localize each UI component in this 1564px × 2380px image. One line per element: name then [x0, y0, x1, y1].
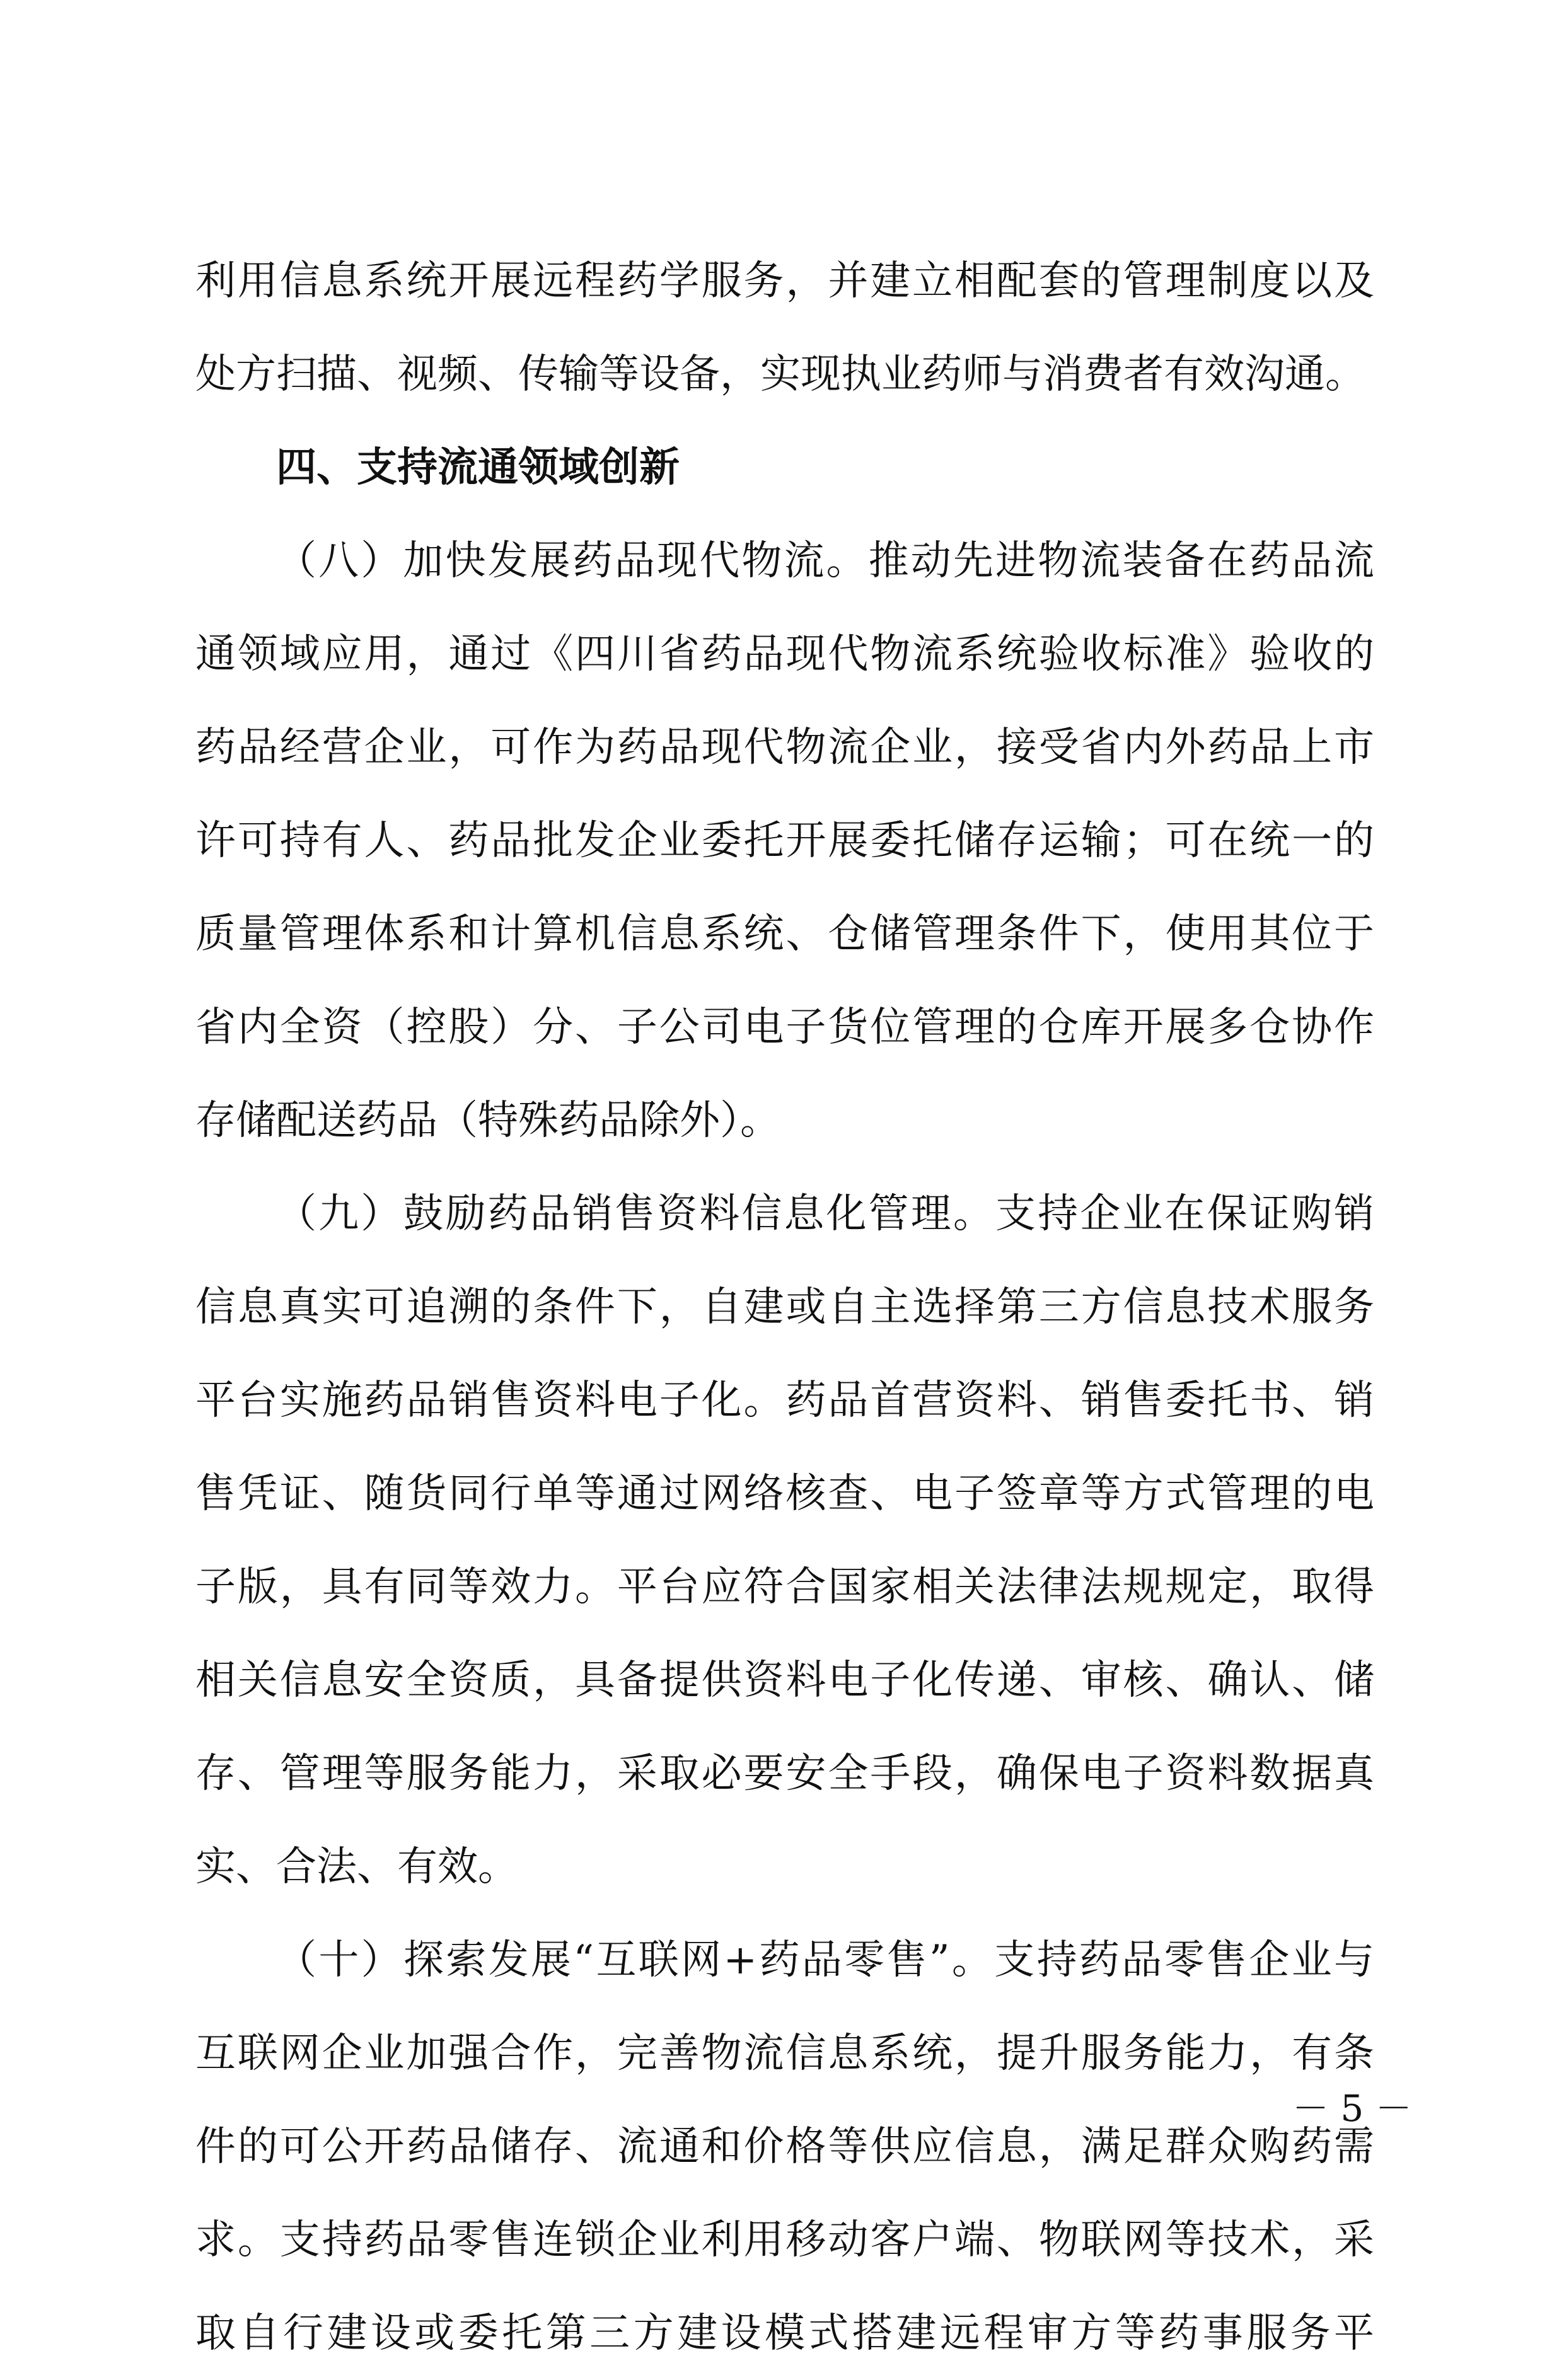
paragraph-line: 通领域应用，通过《四川省药品现代物流系统验收标准》验收的: [195, 631, 1374, 678]
paragraph-line: 处方扫描、视频、传输等设备，实现执业药师与消费者有效沟通。: [195, 351, 1365, 398]
paragraph-line: （九）鼓励药品销售资料信息化管理。支持企业在保证购销: [276, 1191, 1374, 1237]
paragraph-line: 售凭证、随货同行单等通过网络核查、电子签章等方式管理的电: [195, 1470, 1374, 1517]
paragraph-line: （八）加快发展药品现代物流。推动先进物流装备在药品流: [276, 538, 1374, 584]
paragraph-line: 子版，具有同等效力。平台应符合国家相关法律法规规定，取得: [195, 1564, 1374, 1610]
paragraph-line: 信息真实可追溯的条件下，自建或自主选择第三方信息技术服务: [195, 1284, 1374, 1331]
paragraph-line: 存、管理等服务能力，采取必要安全手段，确保电子资料数据真: [195, 1750, 1374, 1797]
paragraph-line: 互联网企业加强合作，完善物流信息系统，提升服务能力，有条: [195, 2030, 1374, 2077]
paragraph-line: 质量管理体系和计算机信息系统、仓储管理条件下，使用其位于: [195, 911, 1374, 957]
paragraph-line: 许可持有人、药品批发企业委托开展委托储存运输；可在统一的: [195, 817, 1374, 864]
paragraph-line: 实、合法、有效。: [195, 1844, 518, 1890]
paragraph-line: （十）探索发展“互联网+药品零售”。支持药品零售企业与: [276, 1937, 1374, 1984]
paragraph-line: 利用信息系统开展远程药学服务，并建立相配套的管理制度以及: [195, 258, 1374, 304]
paragraph-line: 省内全资（控股）分、子公司电子货位管理的仓库开展多仓协作: [195, 1004, 1374, 1051]
paragraph-line: 平台实施药品销售资料电子化。药品首营资料、销售委托书、销: [195, 1377, 1374, 1424]
paragraph-line: 求。支持药品零售连锁企业利用移动客户端、物联网等技术，采: [195, 2217, 1374, 2263]
page-number: － 5 －: [1292, 2087, 1412, 2130]
paragraph-line: 药品经营企业，可作为药品现代物流企业，接受省内外药品上市: [195, 724, 1374, 771]
paragraph-line: 存储配送药品（特殊药品除外）。: [195, 1097, 780, 1144]
document-body: [195, 234, 1374, 2380]
paragraph-line: 相关信息安全资质，具备提供资料电子化传递、审核、确认、储: [195, 1657, 1374, 1704]
paragraph-line: 件的可公开药品储存、流通和价格等供应信息，满足群众购药需: [195, 2123, 1374, 2170]
paragraph-line: 取自行建设或委托第三方建设模式搭建远程审方等药事服务平: [195, 2310, 1374, 2357]
section-heading: 四、支持流通领域创新: [276, 444, 680, 491]
